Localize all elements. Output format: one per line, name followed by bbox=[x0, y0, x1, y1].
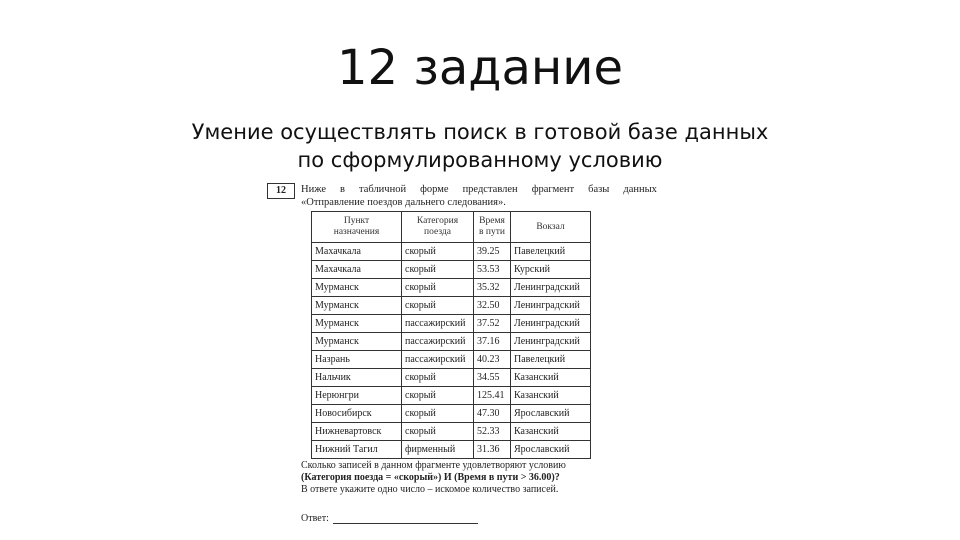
header-station: Вокзал bbox=[511, 212, 591, 243]
cell-time: 37.52 bbox=[474, 315, 511, 333]
table-row bbox=[312, 297, 591, 315]
table-row bbox=[312, 405, 591, 423]
cell-destination: Нерюнгри bbox=[312, 387, 402, 405]
subtitle-line-1: Умение осуществлять поиск в готовой базе данных bbox=[191, 120, 769, 144]
cell-time: 52.33 bbox=[474, 423, 511, 441]
cell-destination: Мурманск bbox=[312, 297, 402, 315]
cell-category: скорый bbox=[402, 405, 474, 423]
cell-time: 31.36 bbox=[474, 441, 511, 459]
intro-line-2: «Отправление поездов дальнего следования». bbox=[301, 197, 506, 208]
table-row bbox=[312, 351, 591, 369]
intro-word: фрагмент bbox=[531, 184, 575, 195]
cell-category: скорый bbox=[402, 387, 474, 405]
table-row bbox=[312, 369, 591, 387]
slide-subtitle bbox=[0, 118, 960, 174]
cell-time: 40.23 bbox=[474, 351, 511, 369]
cell-station: Казанский bbox=[511, 423, 591, 441]
cell-category: пассажирский bbox=[402, 333, 474, 351]
cell-station: Ленинградский bbox=[511, 297, 591, 315]
cell-category: скорый bbox=[402, 423, 474, 441]
answer-label: Ответ: bbox=[301, 513, 329, 524]
table-header-row bbox=[312, 212, 591, 243]
cell-category: скорый bbox=[402, 297, 474, 315]
cell-time: 47.30 bbox=[474, 405, 511, 423]
cell-time: 32.50 bbox=[474, 297, 511, 315]
cell-destination: Нижневартовск bbox=[312, 423, 402, 441]
cell-station: Павелецкий bbox=[511, 351, 591, 369]
header-category: Категория поезда bbox=[402, 212, 474, 243]
question-line-3: В ответе укажите одно число – искомое количество записей. bbox=[301, 484, 559, 495]
cell-category: пассажирский bbox=[402, 351, 474, 369]
cell-destination: Нижний Тагил bbox=[312, 441, 402, 459]
intro-line-1 bbox=[301, 183, 657, 196]
cell-station: Казанский bbox=[511, 369, 591, 387]
cell-category: фирменный bbox=[402, 441, 474, 459]
cell-station: Ярославский bbox=[511, 405, 591, 423]
intro-word: табличной bbox=[358, 184, 407, 195]
slide-title: 12 задание bbox=[337, 40, 623, 96]
cell-time: 39.25 bbox=[474, 243, 511, 261]
cell-time: 37.16 bbox=[474, 333, 511, 351]
cell-destination: Махачкала bbox=[312, 243, 402, 261]
question-condition: (Категория поезда = «скорый») И (Время в пути > 36.00)? bbox=[301, 472, 560, 483]
cell-time: 35.32 bbox=[474, 279, 511, 297]
cell-category: скорый bbox=[402, 243, 474, 261]
table-row bbox=[312, 333, 591, 351]
table-row bbox=[312, 243, 591, 261]
cell-category: пассажирский bbox=[402, 315, 474, 333]
table-row bbox=[312, 387, 591, 405]
cell-destination: Махачкала bbox=[312, 261, 402, 279]
cell-station: Ленинградский bbox=[511, 279, 591, 297]
answer-field bbox=[301, 513, 478, 524]
task-number-box: 12 bbox=[267, 183, 295, 199]
cell-station: Курский bbox=[511, 261, 591, 279]
cell-category: скорый bbox=[402, 279, 474, 297]
task-intro bbox=[301, 183, 661, 209]
cell-destination: Нальчик bbox=[312, 369, 402, 387]
answer-blank-line bbox=[333, 523, 478, 524]
header-travel-time: Время в пути bbox=[474, 212, 511, 243]
cell-time: 34.55 bbox=[474, 369, 511, 387]
table-row bbox=[312, 261, 591, 279]
table-row bbox=[312, 315, 591, 333]
cell-station: Павелецкий bbox=[511, 243, 591, 261]
cell-destination: Назрань bbox=[312, 351, 402, 369]
cell-time: 125.41 bbox=[474, 387, 511, 405]
trains-table bbox=[311, 211, 591, 459]
intro-word: форме bbox=[420, 184, 449, 195]
task-question bbox=[301, 460, 661, 496]
intro-word: представлен bbox=[462, 184, 518, 195]
cell-station: Ленинградский bbox=[511, 315, 591, 333]
cell-category: скорый bbox=[402, 261, 474, 279]
intro-word: данных bbox=[623, 184, 657, 195]
cell-station: Казанский bbox=[511, 387, 591, 405]
intro-word: в bbox=[340, 184, 345, 195]
subtitle-line-2: по сформулированному условию bbox=[297, 148, 663, 172]
intro-word: базы bbox=[588, 184, 610, 195]
cell-destination: Мурманск bbox=[312, 315, 402, 333]
header-destination: Пункт назначения bbox=[312, 212, 402, 243]
cell-destination: Мурманск bbox=[312, 333, 402, 351]
table-row bbox=[312, 441, 591, 459]
cell-category: скорый bbox=[402, 369, 474, 387]
question-line-1: Сколько записей в данном фрагменте удовлетворяют условию bbox=[301, 460, 566, 471]
cell-destination: Мурманск bbox=[312, 279, 402, 297]
cell-destination: Новосибирск bbox=[312, 405, 402, 423]
cell-station: Ленинградский bbox=[511, 333, 591, 351]
intro-word: Ниже bbox=[301, 184, 326, 195]
cell-time: 53.53 bbox=[474, 261, 511, 279]
table-row bbox=[312, 279, 591, 297]
table-row bbox=[312, 423, 591, 441]
cell-station: Ярославский bbox=[511, 441, 591, 459]
